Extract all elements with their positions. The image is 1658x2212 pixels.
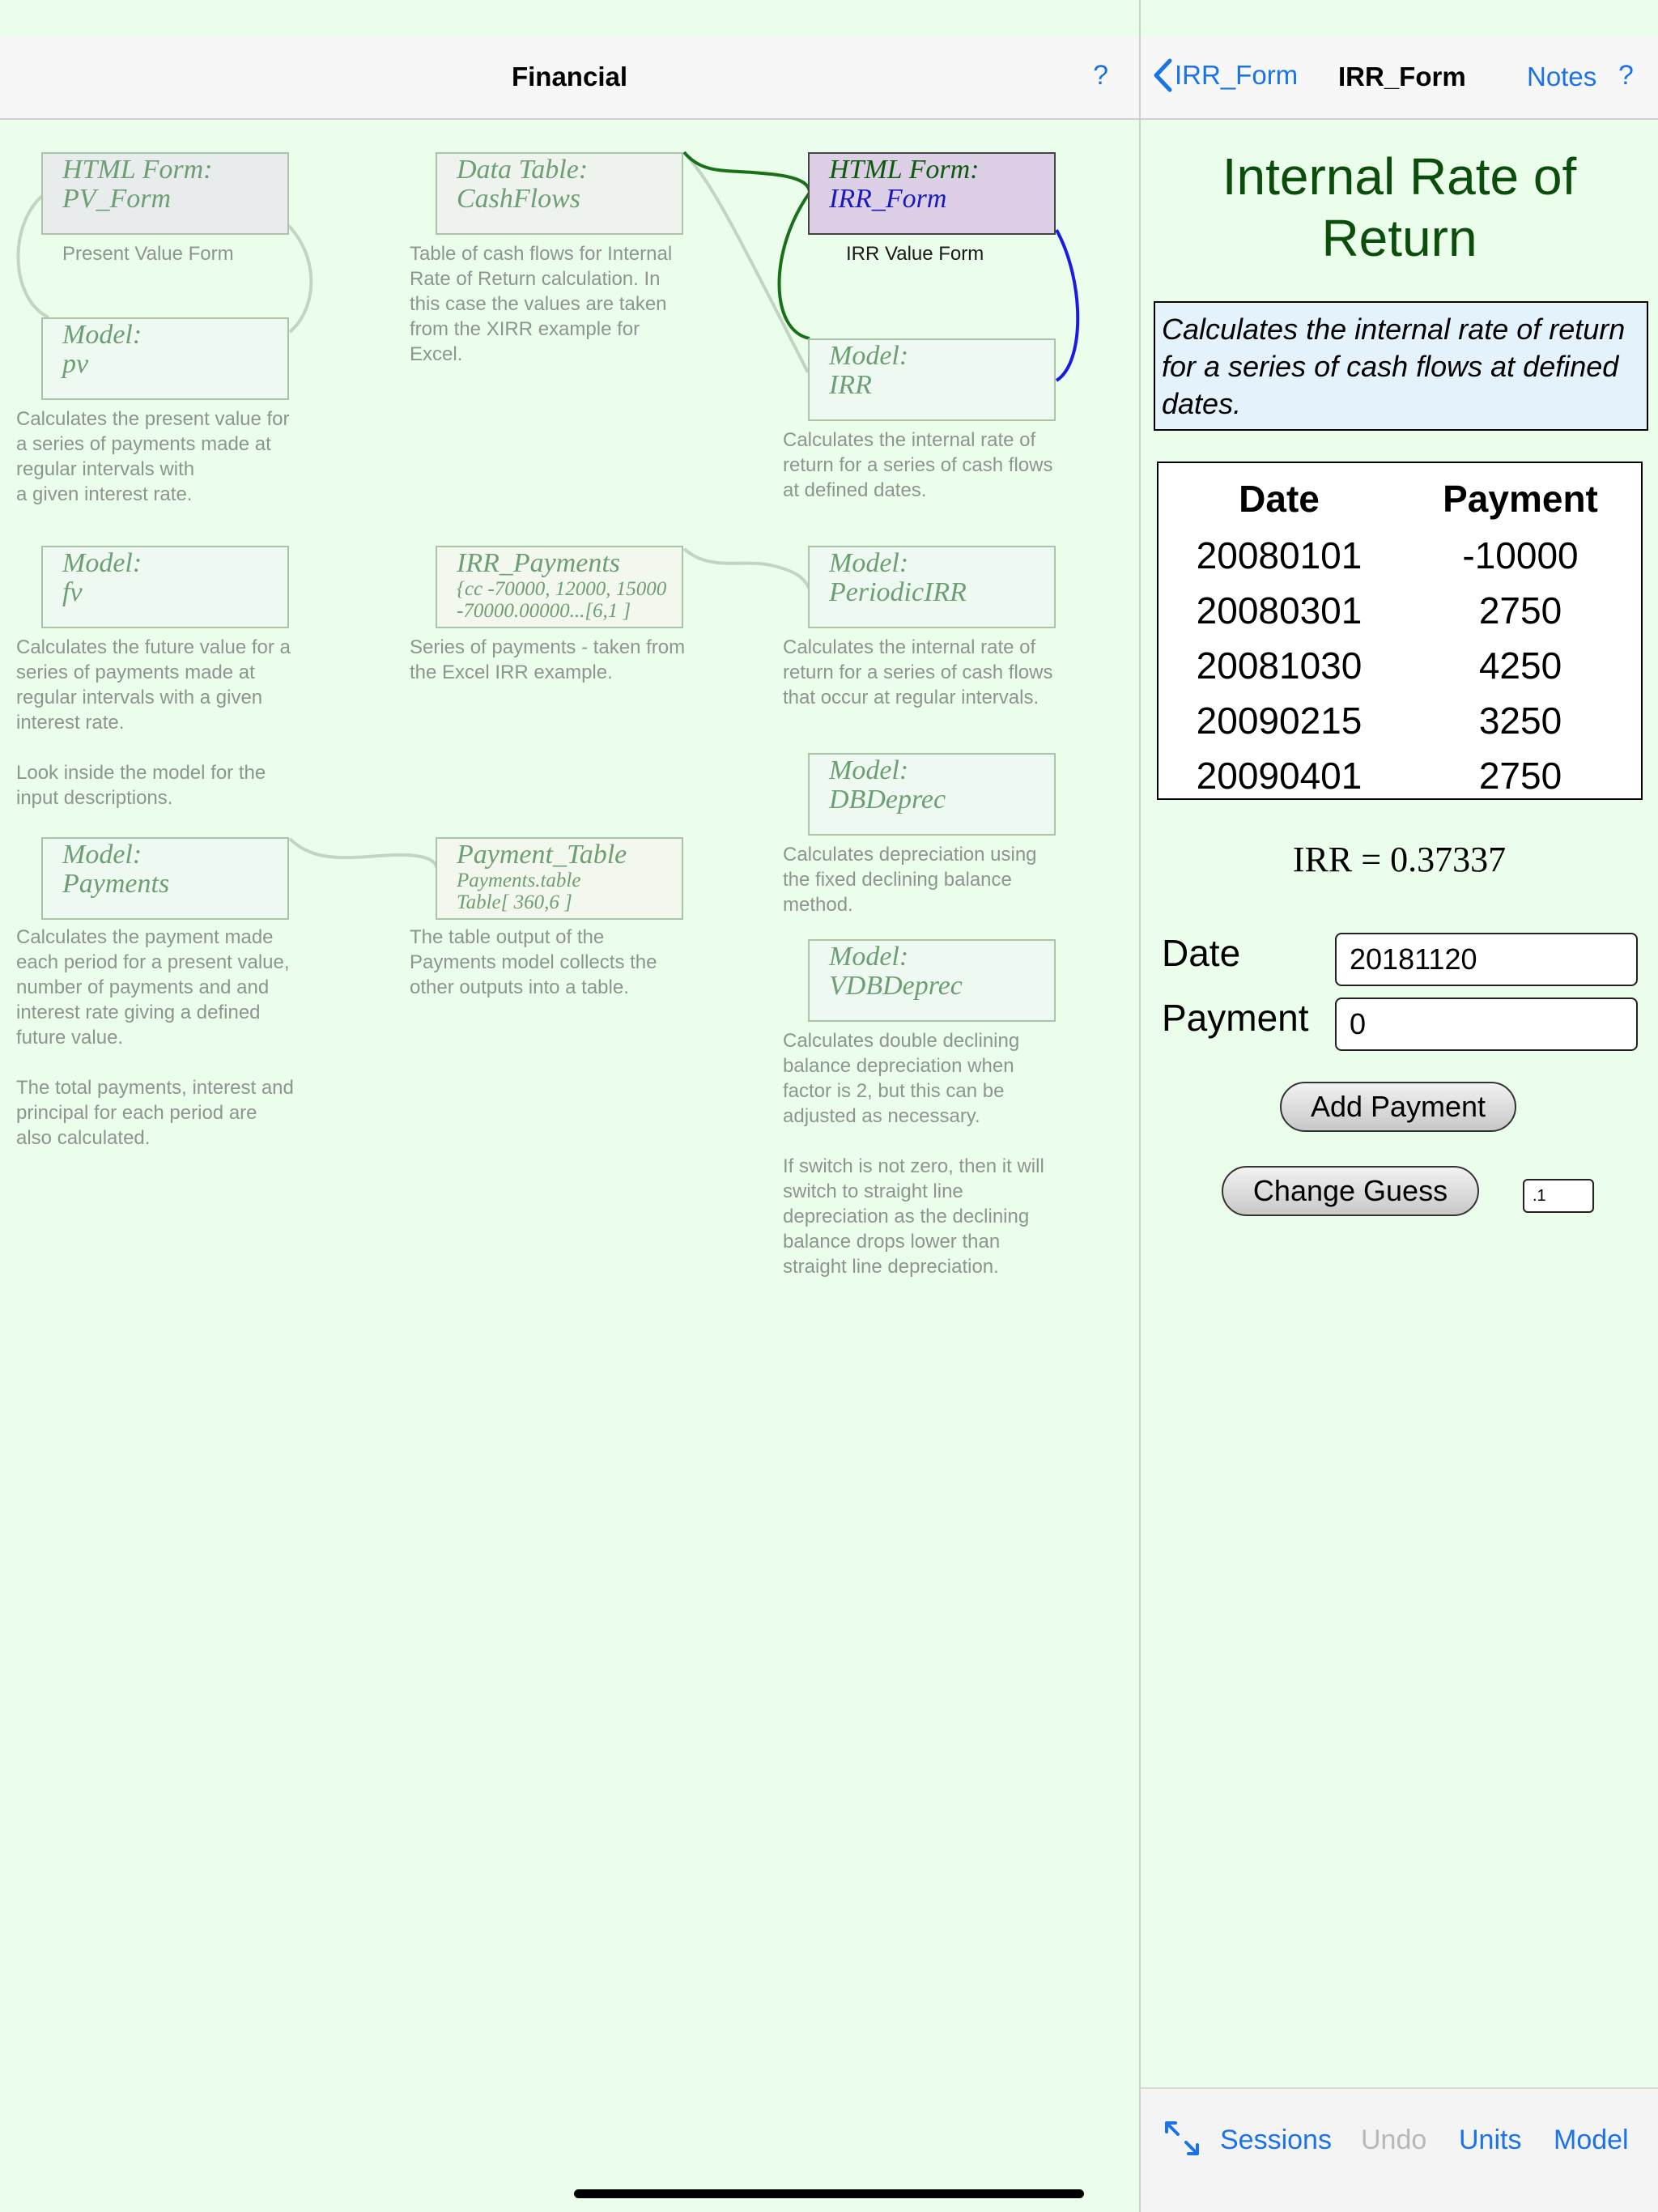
expand-icon[interactable] [1163, 2120, 1201, 2157]
node-type: Model: [62, 320, 142, 350]
add-payment-button[interactable]: Add Payment [1280, 1082, 1516, 1132]
node-irr[interactable] [808, 338, 1056, 421]
node-payments[interactable] [41, 837, 289, 920]
left-help-button[interactable]: ? [1093, 60, 1108, 91]
sessions-button[interactable]: Sessions [1220, 2125, 1332, 2155]
node-name: VDBDeprec [829, 971, 963, 1001]
units-button[interactable]: Units [1459, 2125, 1522, 2155]
node-description: Calculates depreciation using the fixed declining balance method. [783, 844, 1037, 916]
cell-payment: 2750 [1478, 755, 1562, 797]
cell-date: 20080101 [1196, 534, 1363, 576]
undo-button[interactable]: Undo [1361, 2125, 1427, 2155]
home-indicator[interactable] [574, 2189, 1084, 2198]
change-guess-button[interactable]: Change Guess [1222, 1166, 1479, 1216]
node-description: Calculates the payment made each period for a present value, number of payments and and interest rate giving a defined future value. The total payments, interest and principal for each period are also calculated. [16, 926, 294, 1149]
right-title: IRR_Form [1338, 62, 1466, 91]
table-row [1158, 583, 1641, 638]
model-diagram[interactable] [0, 120, 1139, 2212]
node-value: Table[ 360,6 ] [457, 891, 572, 913]
node-description: Calculates the future value for a series of payments made at regular intervals with a given interest rate. Look inside the model for the input descriptions. [16, 636, 291, 809]
node-name: DBDeprec [829, 785, 946, 815]
guess-input[interactable]: .1 [1523, 1179, 1594, 1213]
right-help-button[interactable]: ? [1618, 60, 1634, 91]
cell-payment: -10000 [1462, 534, 1579, 576]
model-button[interactable]: Model [1554, 2125, 1629, 2155]
cell-payment: 3250 [1478, 700, 1562, 742]
node-payment-table[interactable] [436, 837, 683, 920]
node-description: Calculates the internal rate of return for a series of cash flows that occur at regular intervals. [783, 636, 1053, 708]
node-description: IRR Value Form [846, 243, 984, 265]
node-name: IRR_Payments [457, 548, 621, 578]
node-irr-form[interactable] [808, 152, 1056, 235]
node-cashflows[interactable] [436, 152, 683, 235]
node-type: Model: [829, 341, 909, 371]
node-type: Model: [829, 755, 909, 785]
node-name: IRR [829, 370, 872, 400]
date-input[interactable]: 20181120 [1335, 933, 1638, 986]
back-button[interactable] [1152, 58, 1298, 92]
table-row [1158, 748, 1641, 803]
node-description: Calculates the internal rate of return for a series of cash flows at defined dates. [783, 429, 1053, 501]
bottom-toolbar [1141, 2087, 1658, 2212]
node-description: The table output of the Payments model collects the other outputs into a table. [410, 926, 657, 998]
node-pv[interactable] [41, 317, 289, 400]
date-label: Date [1162, 932, 1241, 974]
left-nav-bar [0, 37, 1139, 120]
column-header-date: Date [1239, 478, 1320, 520]
node-type: HTML Form: [829, 155, 980, 185]
node-value: {cc -70000, 12000, 15000 [457, 578, 667, 600]
column-header-payment: Payment [1443, 478, 1598, 520]
node-fv[interactable] [41, 546, 289, 628]
right-nav-bar [1141, 37, 1658, 120]
cell-date: 20090401 [1196, 755, 1363, 797]
node-value: -70000.00000...[6,1 ] [457, 600, 631, 622]
node-description: Calculates double declining balance depreciation when factor is 2, but this can be adjusted as necessary. If switch is not zero, then it will switch to straight line depreciation as the declining balance drops lower than straight line depreciation. [783, 1030, 1044, 1278]
table-header-row [1158, 463, 1641, 528]
node-name: Payments [62, 869, 170, 899]
node-name: CashFlows [457, 184, 581, 214]
node-type: Model: [62, 840, 142, 870]
node-description: Series of payments - taken from the Excel IRR example. [410, 636, 686, 683]
node-description: Present Value Form [62, 243, 234, 265]
back-label: IRR_Form [1175, 60, 1299, 90]
node-name: Payment_Table [457, 840, 627, 870]
table-row [1158, 693, 1641, 748]
node-name: fv [62, 577, 83, 607]
payments-table [1157, 462, 1643, 800]
cell-payment: 2750 [1478, 589, 1562, 632]
payment-input[interactable]: 0 [1335, 998, 1638, 1051]
form-description: Calculates the internal rate of return for a series of cash flows at defined dates. [1154, 301, 1648, 431]
irr-result: IRR = 0.37337 [1292, 840, 1507, 879]
node-name: IRR_Form [829, 184, 947, 214]
node-dbdeprec[interactable] [808, 753, 1056, 836]
node-periodic-irr[interactable] [808, 546, 1056, 628]
node-pv-form[interactable] [41, 152, 289, 235]
notes-button[interactable]: Notes [1527, 62, 1597, 91]
node-type: Data Table: [457, 155, 589, 185]
node-name: pv [62, 349, 89, 379]
table-row [1158, 528, 1641, 583]
left-title: Financial [511, 62, 628, 91]
payment-label: Payment [1162, 997, 1309, 1039]
cell-payment: 4250 [1478, 644, 1562, 687]
node-irr-payments[interactable] [436, 546, 683, 628]
cell-date: 20080301 [1196, 589, 1363, 632]
form-title: Internal Rate of Return [1222, 147, 1577, 267]
node-value: Payments.table [457, 870, 581, 891]
node-type: Model: [62, 548, 142, 578]
node-type: Model: [829, 548, 909, 578]
node-name: PV_Form [62, 184, 172, 214]
cell-date: 20081030 [1196, 644, 1363, 687]
node-description: Table of cash flows for Internal Rate of Return calculation. In this case the values are taken from the XIRR example for Excel. [410, 243, 673, 365]
node-vdbdeprec[interactable] [808, 939, 1056, 1022]
node-type: Model: [829, 942, 909, 972]
chevron-left-icon [1152, 58, 1173, 92]
right-pane [1141, 0, 1658, 2212]
table-row [1158, 638, 1641, 693]
node-name: PeriodicIRR [829, 577, 967, 607]
node-type: HTML Form: [62, 155, 213, 185]
cell-date: 20090215 [1196, 700, 1363, 742]
node-description: Calculates the present value for a series of payments made at regular intervals with a given interest rate. [16, 408, 290, 505]
